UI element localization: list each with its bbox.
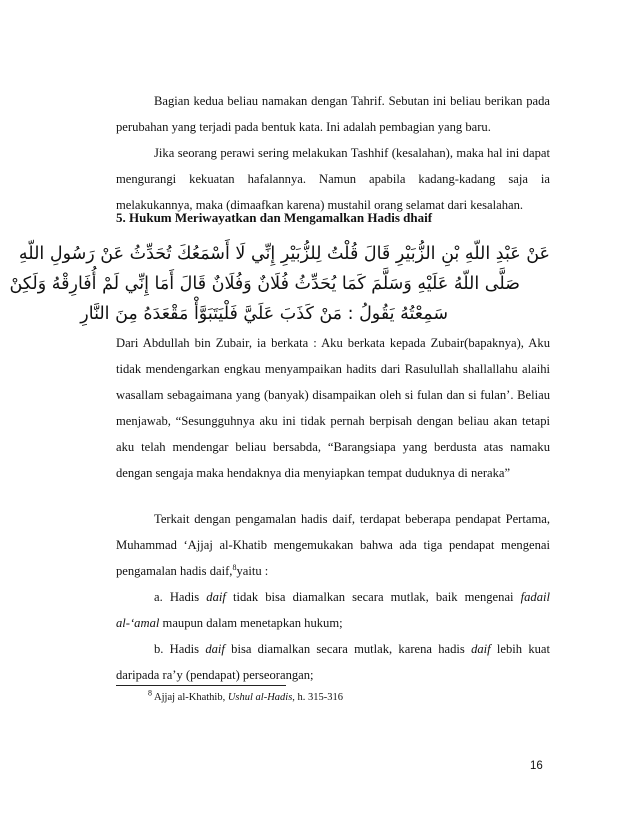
footnote-author: Ajjaj al-Khathib, — [152, 692, 228, 703]
footnote-pages: , h. 315-316 — [292, 692, 344, 703]
practice-intro-end: yaitu : — [236, 564, 269, 578]
paragraph-tahrif: Bagian kedua beliau namakan dengan Tahrif. Sebutan ini beliau berikan pada perubahan yang terjadi pada bentuk kata. Ini adalah pembagian yang baru. — [116, 94, 550, 134]
item-a-term-fadail: fadail al-‘amal — [116, 590, 551, 630]
list-item-a — [116, 584, 550, 636]
hadith-translation: Dari Abdullah bin Zubair, ia berkata : Aku berkata kepada Zubair(bapaknya), Aku tidak mendengarkan engkau menyampaikan hadits dari Rasulullah shallallahu alaihi wasallam sebagaimana yang (banyak) disampaikan oleh si fulan dan si fulan’. Beliau menjawab, “Sesungguhnya aku ini tidak pernah berpisah dengan beliau akan tetapi aku telah mendengar beliau bersabda, “Barangsiapa yang berdusta atas namaku dengan sengaja maka hendaknya dia menyiapkan tempat duduknya di neraka” — [116, 336, 550, 480]
footnote-reference: 8 — [232, 562, 237, 572]
item-b-term-daif: daif — [205, 642, 225, 656]
page-number: 16 — [530, 760, 543, 772]
paragraph-tashhif: Jika seorang perawi sering melakukan Tashhif (kesalahan), maka hal ini dapat mengurangi kekuatan hafalannya. Namun apabila kadang-kadang saja ia melakukannya, maka (dimaafkan karena) mustahil orang selamat dari kesalahan. — [116, 146, 550, 212]
practice-intro-text: Terkait dengan pengamalan hadis daif, terdapat beberapa pendapat Pertama, Muhammad ‘Ajjaj al-Khatib mengemukakan bahwa ada tiga pendapat mengenai pengamalan hadis daif, — [116, 512, 550, 578]
item-a-text-middle: tidak bisa diamalkan secara mutlak, baik mengenai — [225, 590, 521, 604]
item-b-text-end: lebih kuat daripada ra’y (pendapat) perseorangan; — [116, 642, 551, 682]
footnote-marker: 8 — [148, 688, 152, 698]
section-heading: 5. Hukum Meriwayatkan dan Mengamalkan Hadis dhaif — [116, 210, 433, 225]
footnote-divider — [116, 685, 286, 686]
item-a-term-daif: daif — [206, 590, 226, 604]
arabic-hadith-line-2: صَلَّى اللّهُ عَلَيْهِ وَسَلَّمَ كَمَا يُحَدِّثُ فُلَانٌ وَفُلَانٌ قَالَ أَمَا إِنِّي لَمْ أُفَارِقْهُ وَلَكِنْ — [9, 274, 520, 294]
item-b-text-middle: bisa diamalkan secara mutlak, karena hadis — [224, 642, 472, 656]
item-a-text-end: maupun dalam menetapkan hukum; — [159, 616, 343, 630]
list-item-b — [116, 636, 550, 688]
item-b-term-daif-2: daif — [471, 642, 491, 656]
arabic-hadith-line-3: سَمِعْتُهُ يَقُولُ : مَنْ كَذَبَ عَلَيَّ فَلْيَتَبَوَّأْ مَقْعَدَهُ مِنَ النَّارِ — [80, 304, 448, 324]
paragraph-practice-intro — [116, 506, 550, 584]
arabic-hadith-line-1: عَنْ عَبْدِ اللّهِ بْنِ الزُّبَيْرِ قَالَ قُلْتُ لِلزُّبَيْرِ إِنِّي لَا أَسْمَعُكَ تُحَدِّثُ عَنْ رَسُولِ اللّهِ — [18, 244, 550, 264]
item-a-text-start: a. Hadis — [154, 590, 207, 604]
footnote-title: Ushul al-Hadis — [227, 692, 293, 703]
item-b-text-start: b. Hadis — [154, 642, 206, 656]
footnote — [148, 690, 343, 706]
